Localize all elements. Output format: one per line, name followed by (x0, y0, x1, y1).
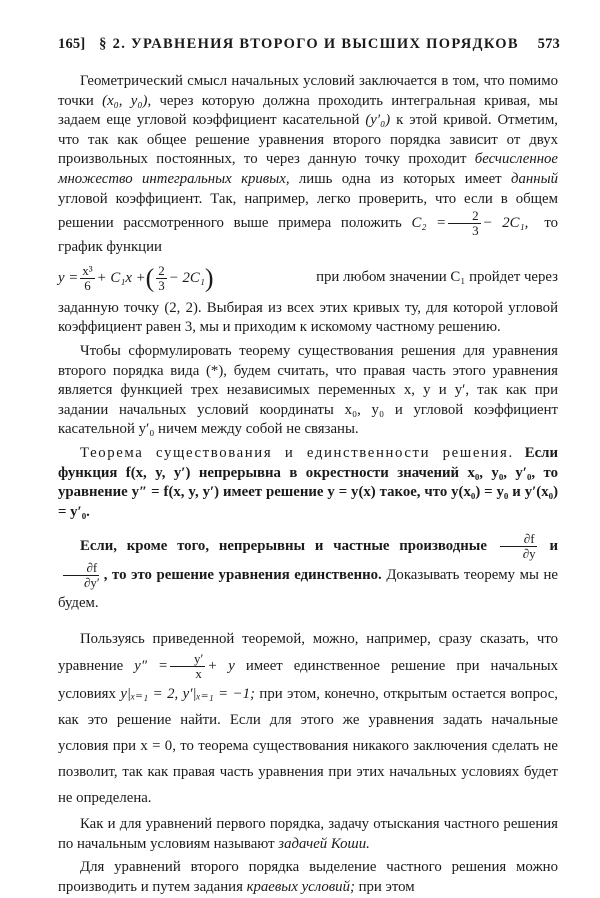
paragraph-continuation: заданную точку (2, 2). Выбирая из всех этих кривых ту, для которой угловой коэффициент равен 3, мы и приходим к искомому частному решению. (58, 299, 558, 336)
paragraph-theorem-setup: Чтобы сформулировать теорему существования решения для уравнения второго порядка вида (*), будем считать, что правая часть этого уравнения является функцией трех независимых переменных x, y и y′, так как при задании начальных условий координаты x₀, y₀ и угловой коэффициент касательной y′₀ ничем между собой не связаны. (58, 342, 558, 438)
display-formula (58, 264, 558, 293)
theorem-uniqueness: Если, кроме того, непрерывны и частные производные $\frac{\partial f}{\partial y}$ и $\frac{\partial f}{\partial y'}$ , то это решение уравнения единственно. Доказывать теорему мы не будем. (58, 531, 558, 612)
fraction-paren-two-thirds: $\frac{2}{3}$ (158, 262, 165, 293)
theorem-title: Теорема существования и единственности решения. (80, 444, 514, 461)
initial-conditions: y|ₓ₌₁ = 2, y′|ₓ₌₁ = −1; (120, 686, 255, 703)
partial-f-partial-yprime: $\frac{\partial f}{\partial y'}$ (60, 561, 102, 590)
slope-notation: (y′₀) (365, 112, 391, 129)
fraction-two-thirds: $\frac{2}{3}$ (448, 209, 481, 238)
term-boundary-conditions: краевых условий; (246, 879, 355, 896)
theorem-body: Если функция f(x, y, y′) непрерывна в окрестности значений x₀, y₀, y′₀, то уравнение y″ = f(x, y, y′) имеет решение y = y(x) такое, что y(x₀) = y₀ и y′(x₀) = y′₀. (58, 444, 559, 520)
running-header (58, 36, 560, 60)
theorem-statement (58, 444, 558, 522)
chapter-title: § 2. УРАВНЕНИЯ ВТОРОГО И ВЫСШИХ ПОРЯДКОВ (99, 36, 519, 52)
paragraph-boundary: Для уравнений второго порядка выделение частного решения можно производить и путем задания краевых условий; при этом (58, 859, 558, 896)
paragraph-geometric-meaning: Геометрический смысл начальных условий заключается в том, что помимо точки (x₀, y₀), через которую должна проходить интегральная кривая, мы задаем еще угловой коэффициент касательной (y′₀) к этой кривой. Отметим, что так как общее решение уравнения второго порядка зависит от двух произвольных постоянных, то через данную точку проходит бесчисленное множество интегральных кривых, лишь одна из которых имеет данный угловой коэффициент. Так, например, легко проверить, что если в общем решении рассмотренного выше примера положить C₂ = $\frac{2}{3}$ − 2C₁, то график функции (58, 73, 559, 256)
partial-f-partial-y: $\frac{\partial f}{\partial y}$ (499, 532, 538, 561)
fraction-yprime-over-x: $\frac{y'}{x}$ (170, 652, 205, 681)
formula-tail-text: при любом значении C₁ пройдет через (316, 269, 558, 286)
paragraph-cauchy: Как и для уравнений первого порядка, задачу отыскания частного решения по начальным условиям называют задачей Коши. (58, 816, 558, 852)
emphasis-infinite-set: бесчисленное множество интегральных кривых, (58, 151, 558, 187)
formula-expression: y = $\frac{\text{x³}}{6}$ + C₁x +( $\frac{2}{3}$ − 2C₁) (58, 262, 214, 293)
paragraph-example: Пользуясь приведенной теоремой, можно, например, сразу сказать, что уравнение y″ = $\frac{y'}{x}$ + y имеет единственное решение при начальных условиях y|ₓ₌₁ = 2, y′|ₓ₌₁ = −1; при этом, конечно, открытым остается вопрос, как это решение найти. Если для этого же уравнения задать начальные условия при x = 0, то теорема существования никакого заключения сделать не позволит, так как правая часть уравнения при этих начальных условиях будет не определена. (58, 631, 558, 807)
emphasis-given: данный (511, 170, 558, 187)
section-number: 165] (58, 36, 86, 52)
page-body (58, 72, 558, 898)
point-notation: (x₀, y₀) (102, 92, 148, 109)
c2-expression: C₂ = $\frac{2}{3}$ − 2C₁, (411, 208, 529, 239)
page-number: 573 (537, 36, 560, 52)
fraction-x-cubed-over-6: $\frac{\text{x³}}{6}$ (82, 262, 93, 293)
term-cauchy-problem: задачей Коши. (278, 835, 370, 852)
